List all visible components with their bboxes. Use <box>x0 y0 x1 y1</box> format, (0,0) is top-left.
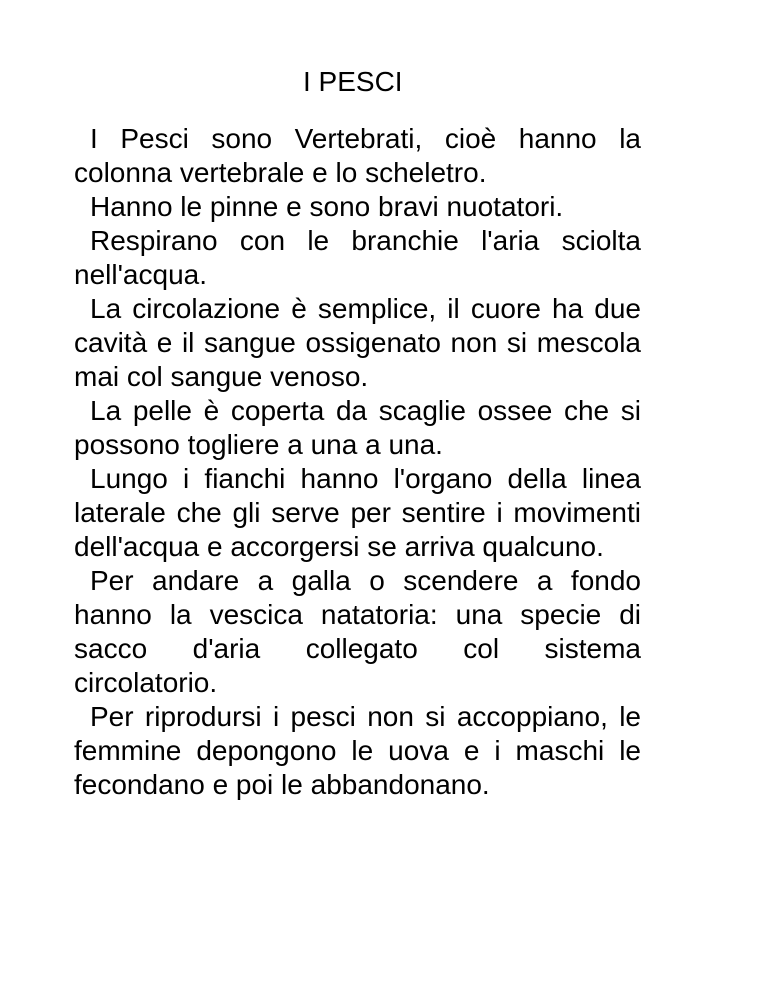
paragraph-linea-laterale: Lungo i fianchi hanno l'organo della linea laterale che gli serve per sentire i movimenti dell'acqua e accorgersi se arriva qualcuno. <box>74 463 641 562</box>
document-title: I PESCI <box>303 66 403 97</box>
paragraph-circolazione: La circolazione è semplice, il cuore ha due cavità e il sangue ossigenato non si mescola mai col sangue venoso. <box>74 293 641 392</box>
document-page <box>74 62 641 802</box>
paragraph-vescica-natatoria: Per andare a galla o scendere a fondo hanno la vescica natatoria: una specie di sacco d'aria collegato col sistema circolatorio. <box>74 565 641 698</box>
paragraph-pinne: Hanno le pinne e sono bravi nuotatori. <box>90 191 564 222</box>
paragraph-branchie: Respirano con le branchie l'aria sciolta nell'acqua. <box>74 225 641 290</box>
paragraph-vertebrati: I Pesci sono Vertebrati, cioè hanno la colonna vertebrale e lo scheletro. <box>74 123 641 188</box>
paragraph-riproduzione: Per riprodursi i pesci non si accoppiano, le femmine depongono le uova e i maschi le fecondano e poi le abbandonano. <box>74 701 641 800</box>
paragraph-pelle: La pelle è coperta da scaglie ossee che si possono togliere a una a una. <box>74 395 641 460</box>
